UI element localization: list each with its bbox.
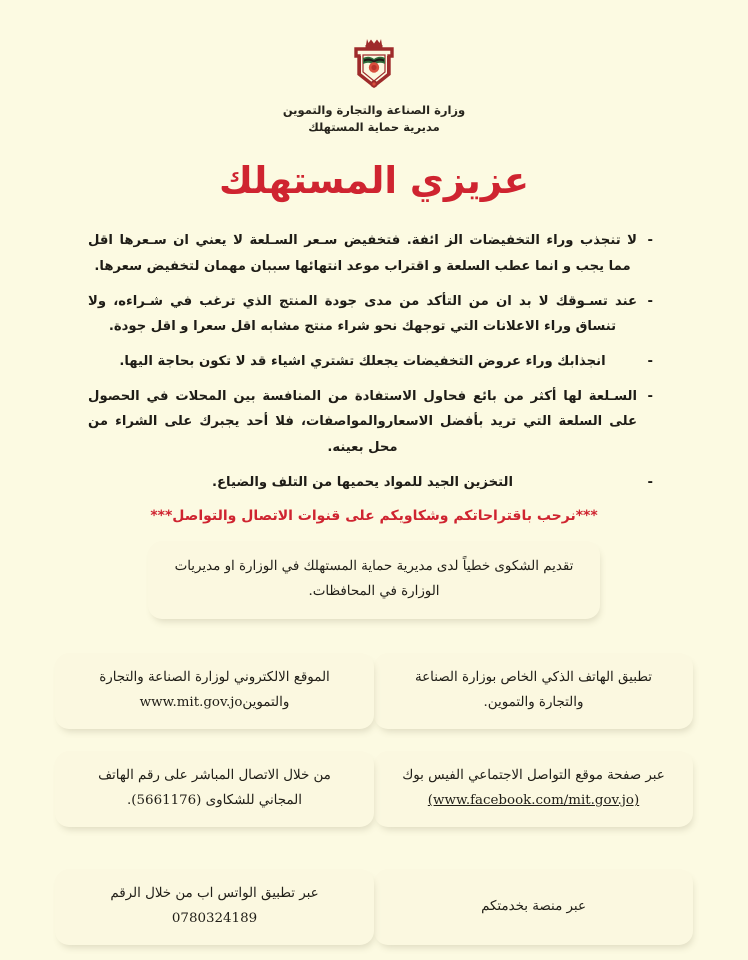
channel-card-hotline-text: من خلال الاتصال المباشر على رقم الهاتف المجاني للشكاوى (5661176). <box>98 768 331 809</box>
channel-card-whatsapp <box>55 869 374 945</box>
channel-card-website <box>55 653 374 729</box>
list-item <box>88 228 653 279</box>
channel-card-website-label: الموقع الالكتروني لوزارة الصناعة والتجارة والتموين <box>99 670 330 711</box>
channel-card-whatsapp-label: عبر تطبيق الواتس اب من خلال الرقم <box>110 886 319 902</box>
written-complaint-notice-card <box>148 541 600 619</box>
ministry-identification <box>0 102 748 135</box>
list-item-text: لا تنجذب وراء التخفيضات الز ائفة. فتخفيض سـعر السـلعة لا يعني ان سـعرها اقل مما يجب و انما عطب السلعة و اقتراب موعد انتهائها سببان مهمان لتخفيض سعرها. <box>88 233 637 274</box>
contact-channels-row <box>55 653 693 729</box>
contact-channels-row <box>55 751 693 827</box>
ministry-name: وزارة الصناعة والتجارة والتموين <box>282 103 466 117</box>
bullet-marker: - <box>647 353 653 369</box>
bullet-marker: - <box>647 233 653 249</box>
jordan-coat-of-arms-icon <box>337 34 411 96</box>
list-item <box>88 349 653 375</box>
channel-card-platform-text: عبر منصة بخدمتكم <box>481 898 586 914</box>
bullet-marker: - <box>647 474 653 490</box>
list-item <box>88 384 653 461</box>
list-item <box>88 470 653 496</box>
channel-card-hotline <box>55 751 374 827</box>
page-title: عزيزي المستهلك <box>218 159 530 203</box>
channel-card-whatsapp-text <box>110 882 318 932</box>
channel-card-facebook-text <box>402 764 665 814</box>
bullet-marker: - <box>647 388 653 404</box>
channel-card-website-text <box>75 666 354 716</box>
channel-card-mobile-app-text: تطبيق الهاتف الذكي الخاص بوزارة الصناعة والتجارة والتموين. <box>415 670 652 711</box>
contact-channels-row <box>55 869 693 945</box>
channel-card-bekhidmatkum-platform <box>374 869 693 945</box>
list-item <box>88 289 653 340</box>
written-complaint-notice-text: تقديم الشكوى خطياً لدى مديرية حماية المستهلك في الوزارة او مديريات الوزارة في المحافظات. <box>174 559 574 600</box>
contact-callout: ***نرحب باقتراحاتكم وشكاويكم على قنوات الاتصال والتواصل*** <box>150 507 598 524</box>
whatsapp-number[interactable]: 0780324189 <box>171 911 258 927</box>
channel-card-facebook <box>374 751 693 827</box>
consumer-tips-list <box>0 228 748 496</box>
bullet-marker: - <box>647 293 653 309</box>
list-item-text: عند تسـوقك لا بد ان من التأكد من مدى جودة المنتج الذي ترغب في شـراءه، ولا تنساق وراء الاعلانات التي توجهك نحو شراء منتج مشابه اقل سعرا و اقل جودة. <box>88 293 637 335</box>
list-item-text: السـلعة لها أكثر من بائع فحاول الاستفادة من المنافسة بين المحلات في الحصول على السلعة التي تريد بأفضل الاسعاروالمواصفات، فلا أحد يجبرك على الشراء من محل بعينه. <box>88 388 637 456</box>
contact-channels-grid <box>0 653 748 945</box>
channel-card-mobile-app <box>374 653 693 729</box>
directorate-name: مديرية حماية المستهلك <box>308 119 440 134</box>
channel-card-facebook-label: عبر صفحة موقع التواصل الاجتماعي الفيس بوك <box>402 768 665 784</box>
list-item-text: التخزين الجيد للمواد يحميها من التلف والضياع. <box>212 474 513 490</box>
facebook-url-link[interactable]: (www.facebook.com/mit.gov.jo) <box>427 793 640 809</box>
document-header <box>0 0 748 135</box>
list-item-text: انجذابك وراء عروض التخفيضات يجعلك تشتري اشياء قد لا تكون بحاجة اليها. <box>119 353 606 369</box>
website-url[interactable]: www.mit.gov.jo <box>139 695 243 711</box>
